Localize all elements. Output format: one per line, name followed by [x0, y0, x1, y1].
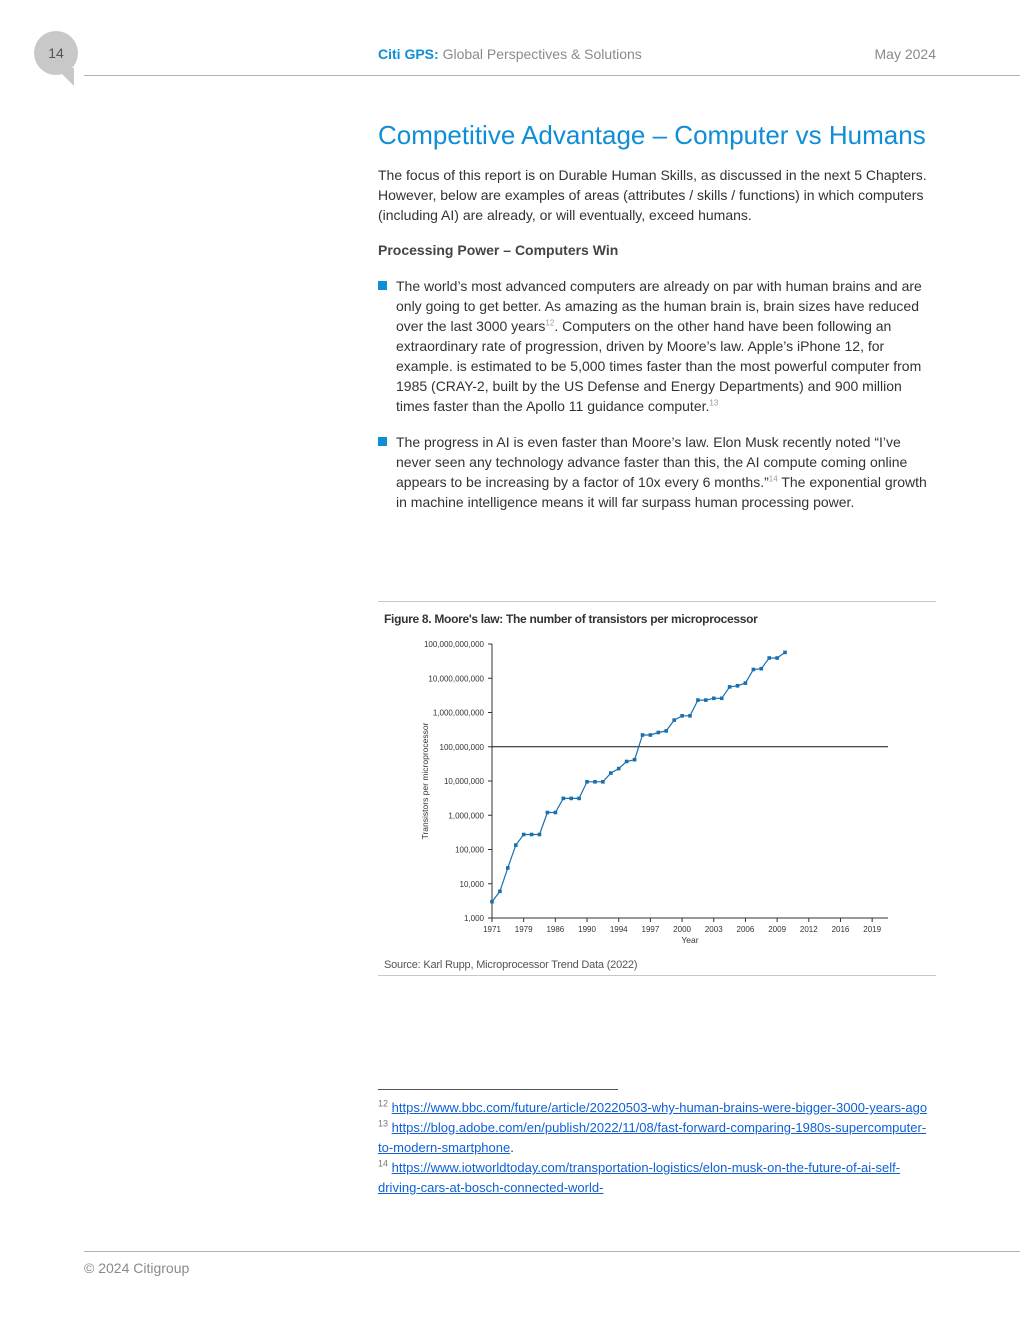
figure-caption: Figure 8. Moore's law: The number of transistors per microprocessor [384, 612, 758, 626]
intro-paragraph: The focus of this report is on Durable Human Skills, as discussed in the next 5 Chapters. However, below are examples of areas (attributes / skills / functions) in which computers (including AI) are already, or will eventually, exceed humans. [378, 167, 927, 223]
data-point [593, 780, 597, 784]
x-tick-label: 1990 [578, 925, 596, 934]
transistor-series-line [492, 652, 785, 901]
header-brand: Citi GPS: [378, 46, 439, 62]
y-tick-label: 100,000,000,000 [423, 640, 484, 649]
footnotes [378, 1098, 936, 1198]
data-point [577, 797, 581, 801]
data-point [530, 833, 534, 837]
data-point [704, 698, 708, 702]
data-point [538, 833, 542, 837]
x-tick-label: 1979 [514, 925, 533, 934]
data-point [554, 811, 558, 815]
data-point [617, 767, 621, 771]
bullet-item [378, 432, 936, 512]
footnote-number: 14 [378, 1158, 389, 1169]
x-tick-label: 2016 [831, 925, 850, 934]
data-point [490, 900, 494, 904]
footnote-14 [378, 1158, 936, 1198]
x-tick-label: 1971 [483, 925, 501, 934]
section-title: Competitive Advantage – Computer vs Humans [378, 120, 926, 150]
header-publication: Global Perspectives & Solutions [442, 46, 642, 62]
footnote-trail: . [510, 1140, 514, 1155]
y-axis-title: Transistors per microprocessor [420, 722, 430, 840]
data-point [498, 890, 502, 894]
page-badge-tail [56, 68, 74, 86]
figure-moores-law [378, 601, 936, 976]
y-tick-label: 1,000 [463, 914, 484, 923]
page-number: 14 [48, 45, 64, 61]
data-point [633, 758, 637, 762]
data-point [696, 698, 700, 702]
y-tick-label: 10,000,000,000 [428, 674, 484, 684]
x-tick-label: 1994 [609, 925, 628, 934]
data-point [760, 667, 764, 671]
data-point [712, 697, 716, 701]
moores-law-chart [378, 602, 936, 958]
footnote-link[interactable]: https://www.bbc.com/future/article/20220503-why-human-brains-were-bigger-3000-years-ago [391, 1100, 928, 1115]
y-tick-label: 100,000,000 [439, 742, 484, 752]
bullet-list [378, 276, 936, 512]
x-tick-label: 2012 [799, 925, 818, 934]
data-point [585, 780, 589, 784]
footnote-ref: 14 [768, 474, 778, 484]
data-point [649, 733, 653, 737]
data-point [601, 780, 605, 784]
data-point [562, 797, 566, 801]
data-point [514, 843, 518, 847]
data-point [728, 685, 732, 689]
data-point [783, 651, 787, 655]
bullet-text: The progress in AI is even faster than Moore’s law. Elon Musk recently noted “I’ve never seen any technology advance faster than this, the AI compute coming online appears to be increasing by a factor of 10x every 6 months.” [396, 434, 908, 490]
data-point [664, 729, 668, 733]
footnote-ref: 12 [545, 318, 555, 328]
bullet-text: The world’s most advanced computers are already on par with human brains and are only going to get better. As amazing as the human brain is, brain sizes have reduced over the last 3000 years [396, 278, 922, 334]
data-point [522, 833, 526, 837]
data-point [688, 714, 692, 718]
data-point [609, 771, 613, 775]
data-point [752, 668, 756, 672]
x-tick-label: 2009 [768, 925, 787, 934]
data-point [625, 760, 629, 764]
header-date: May 2024 [874, 46, 936, 62]
main-content [378, 120, 936, 528]
data-point [736, 684, 740, 688]
x-tick-label: 2019 [863, 925, 882, 934]
x-tick-label: 2006 [736, 925, 755, 934]
footer-copyright: © 2024 Citigroup [84, 1260, 190, 1276]
footnote-divider [378, 1089, 618, 1090]
footnote-link[interactable]: https://blog.adobe.com/en/publish/2022/11/08/fast-forward-comparing-1980s-supercomputer-to-modern-smartphone [378, 1120, 927, 1155]
footnote-number: 12 [378, 1098, 389, 1109]
footnote-ref: 13 [709, 398, 719, 408]
x-tick-label: 1997 [641, 925, 660, 934]
bullet-square-icon [378, 437, 387, 446]
x-tick-label: 2003 [704, 925, 723, 934]
footnote-link[interactable]: https://www.iotworldtoday.com/transportation-logistics/elon-musk-on-the-future-of-ai-self-driving-cars-at-bosch-connected-world- [378, 1160, 901, 1195]
data-point [641, 733, 645, 737]
data-point [744, 681, 748, 685]
y-tick-label: 1,000,000 [448, 811, 484, 821]
data-point [506, 866, 510, 870]
footnote-number: 13 [378, 1118, 389, 1129]
data-point [720, 697, 724, 701]
footnote-12 [378, 1098, 936, 1118]
bullet-item [378, 276, 936, 416]
figure-source: Source: Karl Rupp, Microprocessor Trend Data (2022) [384, 959, 638, 971]
footnote-13 [378, 1118, 936, 1158]
footer-divider [84, 1251, 1020, 1252]
y-tick-label: 100,000 [455, 845, 484, 855]
bullet-square-icon [378, 281, 387, 290]
bullet-text: The exponential growth in machine intelligence means it will far surpass human processing power. [396, 474, 927, 510]
data-point [775, 656, 779, 660]
bullet-text: . Computers on the other hand have been following an extraordinary rate of progression, driven by Moore’s law. Apple’s iPhone 12, for example. is estimated to be 5,000 times faster than the most powerful computer from 1985 (CRAY-2, built by the US Defense and Energy Departments) and 900 million times faster than the Apollo 11 guidance computer. [396, 318, 922, 414]
x-tick-label: 2000 [673, 925, 691, 934]
data-point [767, 656, 771, 660]
x-tick-label: 1986 [546, 925, 565, 934]
x-axis-title: Year [681, 935, 699, 945]
data-point [657, 731, 661, 735]
data-point [680, 714, 684, 718]
subheading: Processing Power – Computers Win [378, 242, 619, 258]
header-title [378, 46, 642, 62]
y-tick-label: 1,000,000,000 [432, 708, 484, 718]
y-tick-label: 10,000 [459, 879, 484, 889]
header-divider [84, 75, 1020, 76]
y-tick-label: 10,000,000 [443, 777, 484, 786]
data-point [569, 797, 573, 801]
data-point [672, 718, 676, 722]
data-point [546, 811, 550, 815]
